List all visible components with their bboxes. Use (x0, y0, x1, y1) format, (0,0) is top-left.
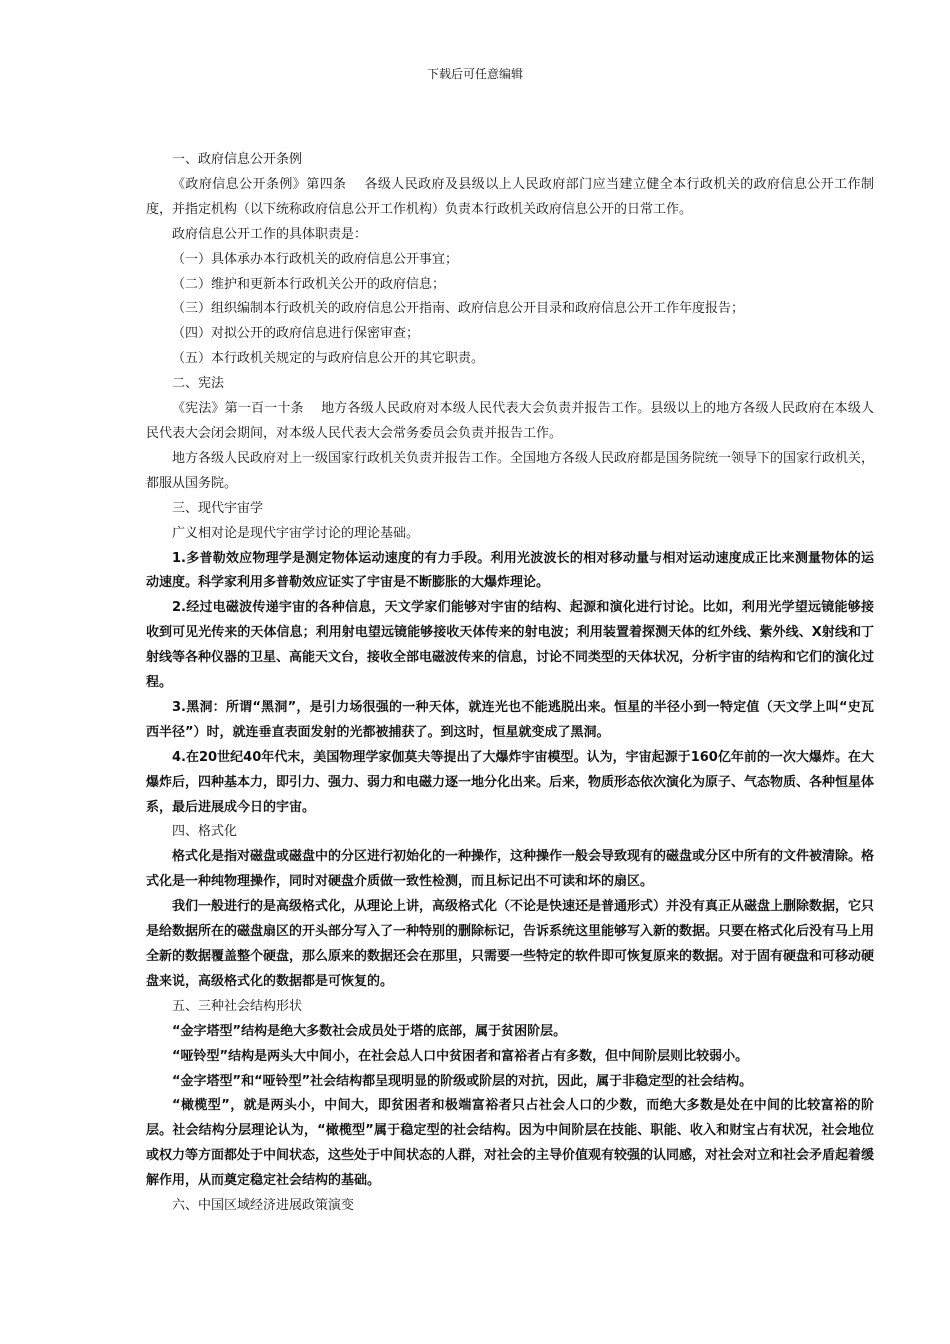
paragraph: 4.在20世纪40年代末，美国物理学家伽莫夫等提出了大爆炸宇宙模型。认为，宇宙起源于160亿年前的一次大爆炸。在大爆炸后，四种基本力，即引力、强力、弱力和电磁力逐一地分化出来。后来，物质形态依次演化为原子、气态物质、各种恒星体系，最后进展成今日的宇宙。 (146, 749, 875, 815)
paragraph: 《宪法》第一百一十条 地方各级人民政府对本级人民代表大会负责并报告工作。县级以上的地方各级人民政府在本级人民代表大会闭会期间，对本级人民代表大会常务委员会负责并报告工作。 (146, 401, 874, 441)
paragraph: 格式化是指对磁盘或磁盘中的分区进行初始化的一种操作，这种操作一般会导致现有的磁盘或分区中所有的文件被清除。格式化是一种纯物理操作，同时对硬盘介质做一致性检测，而且标记出不可读和坏的扇区。 (146, 849, 875, 890)
paragraph: 政府信息公开工作的具体职责是： (172, 226, 368, 242)
paragraph: （一）具体承办本行政机关的政府信息公开事宜； (172, 251, 459, 267)
paragraph: “哑铃型”结构是两头大中间小，在社会总人口中贫困者和富裕者占有多数，但中间阶层则比较弱小。 (172, 1048, 749, 1064)
paragraph: （二）维护和更新本行政机关公开的政府信息； (172, 276, 446, 292)
paragraph: （四）对拟公开的政府信息进行保密审查； (172, 326, 420, 342)
document-body (146, 148, 874, 1219)
paragraph: “金字塔型”结构是绝大多数社会成员处于塔的底部，属于贫困阶层。 (172, 1023, 567, 1039)
paragraph: “橄榄型”，就是两头小，中间大，即贫困者和极端富裕者只占社会人口的少数，而绝大多数是处在中间的比较富裕的阶层。社会结构分层理论认为，“橄榄型”属于稳定型的社会结构。因为中间阶层在技能、职能、收入和财宝占有状况，社会地位或权力等方面都处于中间状态，这些处于中间状态的人群，对社会的主导价值观有较强的认同感，对社会对立和社会矛盾起着缓解作用，从而奠定稳定社会结构的基础。 (146, 1098, 875, 1189)
paragraph: 1.多普勒效应物理学是测定物体运动速度的有力手段。利用光波波长的相对移动量与相对运动速度成正比来测量物体的运动速度。科学家利用多普勒效应证实了宇宙是不断膨胀的大爆炸理论。 (146, 550, 874, 591)
paragraph: 《政府信息公开条例》第四条 各级人民政府及县级以上人民政府部门应当建立健全本行政机关的政府信息公开工作制度，并指定机构（以下统称政府信息公开工作机构）负责本行政机关政府信息公开的日常工作。 (146, 176, 874, 217)
paragraph: 五、三种社会结构形状 (172, 998, 303, 1014)
paragraph: 六、中国区域经济进展政策演变 (172, 1198, 355, 1214)
paragraph: 广义相对论是现代宇宙学讨论的理论基础。 (172, 525, 420, 541)
paragraph: （五）本行政机关规定的与政府信息公开的其它职责。 (172, 351, 485, 367)
paragraph: 地方各级人民政府对上一级国家行政机关负责并报告工作。全国地方各级人民政府都是国务院统一领导下的国家行政机关，都服从国务院。 (146, 450, 875, 491)
paragraph: 三、现代宇宙学 (172, 500, 264, 516)
paragraph: 一、政府信息公开条例 (172, 152, 303, 167)
page-header: 下载后可任意编辑 (426, 67, 523, 81)
paragraph: 四、格式化 (172, 824, 238, 840)
paragraph: “金字塔型”和“哑铃型”社会结构都呈现明显的阶级或阶层的对抗，因此，属于非稳定型的社会结构。 (172, 1073, 753, 1089)
paragraph: 我们一般进行的是高级格式化，从理论上讲，高级格式化（不论是快速还是普通形式）并没有真正从磁盘上删除数据，它只是给数据所在的磁盘扇区的开头部分写入了一种特别的删除标记，告诉系统这里能够写入新的数据。只要在格式化后没有马上用全新的数据覆盖整个硬盘，那么原来的数据还会在那里，只需要一些特定的软件即可恢复原来的数据。对于固有硬盘和可移动硬盘来说，高级格式化的数据都是可恢复的。 (146, 899, 875, 989)
paragraph: 二、宪法 (172, 376, 225, 392)
paragraph: 3.黑洞：所谓“黑洞”，是引力场很强的一种天体，就连光也不能逃脱出来。恒星的半径小到一特定值（天文学上叫“史瓦西半径”）时，就连垂直表面发射的光都被捕获了。到这时，恒星就变成了黑洞。 (146, 699, 874, 740)
paragraph: 2.经过电磁波传递宇宙的各种信息，天文学家们能够对宇宙的结构、起源和演化进行讨论。比如，利用光学望远镜能够接收到可见光传来的天体信息；利用射电望远镜能够接收天体传来的射电波；利用装置着探测天体的红外线、紫外线、X射线和丁射线等各种仪器的卫星、高能天文台，接收全部电磁波传来的信息，讨论不同类型的天体状况，分析宇宙的结构和它们的演化过程。 (146, 600, 875, 691)
paragraph: （三）组织编制本行政机关的政府信息公开指南、政府信息公开目录和政府信息公开工作年度报告； (172, 301, 745, 317)
